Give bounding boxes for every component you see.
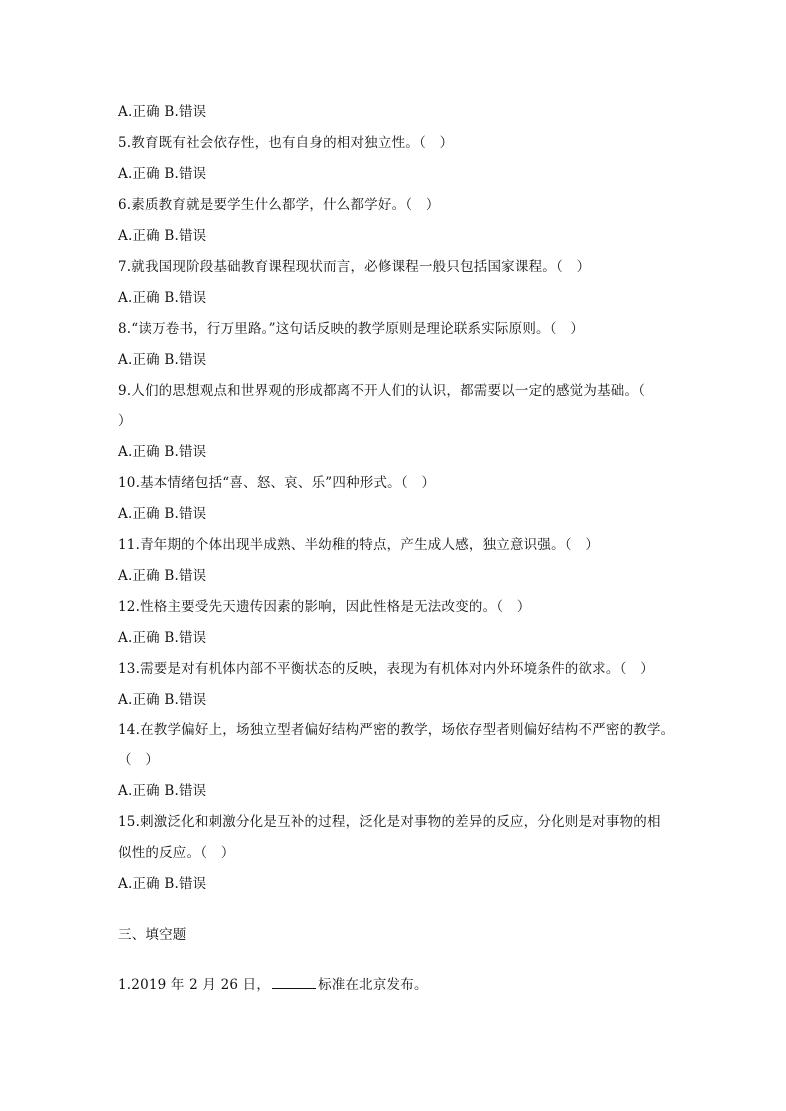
question-14-continued: （ ） xyxy=(118,752,160,768)
fill-question-text-before: 1.2019 年 2 月 26 日， xyxy=(118,977,271,993)
question-7: 7.就我国现阶段基础教育课程现状而言，必修课程一般只包括国家课程。（ ） xyxy=(118,259,591,275)
question-9-continued: ） xyxy=(118,413,132,429)
question-9: 9.人们的思想观点和世界观的形成都离不开人们的认识，都需要以一定的感觉为基础。（ xyxy=(118,383,646,399)
question-8: 8.“读万卷书，行万里路。”这句话反映的教学原则是理论联系实际原则。（ ） xyxy=(118,321,585,337)
question-15: 15.刺激泛化和刺激分化是互补的过程，泛化是对事物的差异的反应，分化则是对事物的相 xyxy=(118,814,661,830)
question-12: 12.性格主要受先天遗传因素的影响，因此性格是无法改变的。（ ） xyxy=(118,599,531,615)
option-line: A.正确 B.错误 xyxy=(118,352,207,368)
option-line: A.正确 B.错误 xyxy=(118,228,207,244)
section-heading: 三、填空题 xyxy=(118,927,187,943)
option-line: A.正确 B.错误 xyxy=(118,692,207,708)
option-line: A.正确 B.错误 xyxy=(118,876,207,892)
answer-blank xyxy=(272,976,316,989)
fill-blank-question-1 xyxy=(118,976,428,994)
question-15-continued: 似性的反应。（ ） xyxy=(118,845,235,861)
question-13: 13.需要是对有机体内部不平衡状态的反映，表现为有机体对内外环境条件的欲求。（ ） xyxy=(118,661,654,677)
option-line: A.正确 B.错误 xyxy=(118,506,207,522)
question-5: 5.教育既有社会依存性，也有自身的相对独立性。（ ） xyxy=(118,135,454,151)
option-line: A.正确 B.错误 xyxy=(118,290,207,306)
option-line: A.正确 B.错误 xyxy=(118,568,207,584)
option-line: A.正确 B.错误 xyxy=(118,166,207,182)
fill-question-text-after: 标准在北京发布。 xyxy=(318,977,428,993)
question-11: 11.青年期的个体出现半成熟、半幼稚的特点，产生成人感，独立意识强。（ ） xyxy=(118,537,600,553)
question-6: 6.素质教育就是要学生什么都学，什么都学好。（ ） xyxy=(118,197,440,213)
question-10: 10.基本情绪包括“喜、怒、哀、乐”四种形式。（ ） xyxy=(118,475,436,491)
option-line: A.正确 B.错误 xyxy=(118,783,207,799)
option-line: A.正确 B.错误 xyxy=(118,630,207,646)
question-14: 14.在教学偏好上，场独立型者偏好结构严密的教学，场依存型者则偏好结构不严密的教学。 xyxy=(118,722,675,738)
option-line: A.正确 B.错误 xyxy=(118,444,207,460)
option-line: A.正确 B.错误 xyxy=(118,104,207,120)
